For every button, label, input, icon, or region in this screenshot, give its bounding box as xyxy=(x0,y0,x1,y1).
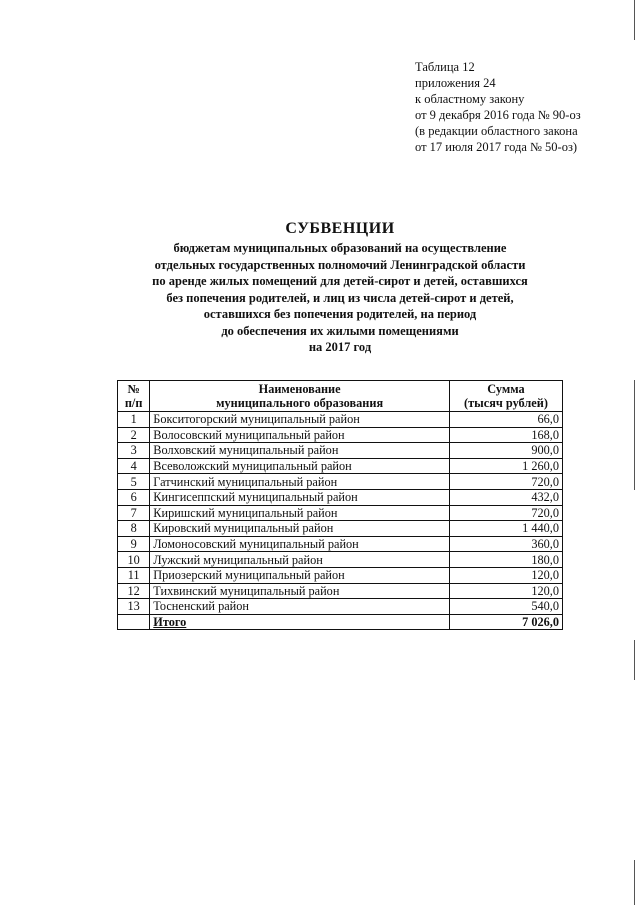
column-header-number-line2: п/п xyxy=(124,396,143,410)
subtitle-line: без попечения родителей, и лиц из числа детей-сирот и детей, xyxy=(166,290,514,305)
row-number: 2 xyxy=(118,427,150,443)
total-row xyxy=(118,614,563,630)
table-row xyxy=(118,458,563,474)
total-label: Итого xyxy=(150,614,450,630)
column-header-number xyxy=(118,381,150,412)
row-sum: 360,0 xyxy=(449,536,562,552)
row-sum: 180,0 xyxy=(449,552,562,568)
table-body xyxy=(118,412,563,630)
column-header-sum-line1: Сумма xyxy=(487,382,525,396)
row-name: Всеволожский муниципальный район xyxy=(150,458,450,474)
table-row xyxy=(118,427,563,443)
subtitle-line: по аренде жилых помещений для детей-сирот и детей, оставшихся xyxy=(152,274,528,288)
header-line: от 17 июля 2017 года № 50-оз) xyxy=(415,140,578,154)
row-name: Кировский муниципальный район xyxy=(150,521,450,537)
scan-edge-mark xyxy=(634,860,635,905)
subtitle-line: отдельных государственных полномочий Ленинградской области xyxy=(154,257,526,272)
row-sum: 1 260,0 xyxy=(449,458,562,474)
row-sum: 120,0 xyxy=(449,583,562,599)
header-line: (в редакции областного закона xyxy=(415,124,578,138)
table-row xyxy=(118,474,563,490)
column-header-sum-line2: (тысяч рублей) xyxy=(464,396,548,410)
row-name: Приозерский муниципальный район xyxy=(150,567,450,583)
row-number: 8 xyxy=(118,521,150,537)
total-sum: 7 026,0 xyxy=(449,614,562,630)
row-number: 9 xyxy=(118,536,150,552)
row-sum: 720,0 xyxy=(449,474,562,490)
row-number: 4 xyxy=(118,458,150,474)
row-sum: 120,0 xyxy=(449,567,562,583)
table-row xyxy=(118,567,563,583)
subsidies-table xyxy=(117,380,563,630)
row-sum: 66,0 xyxy=(449,412,562,428)
header-line: от 9 декабря 2016 года № 90-оз xyxy=(415,108,581,122)
table-row xyxy=(118,599,563,615)
table-row xyxy=(118,552,563,568)
scan-edge-mark xyxy=(634,0,635,40)
title-block xyxy=(0,219,640,356)
row-name: Ломоносовский муниципальный район xyxy=(150,536,450,552)
row-name: Тосненский район xyxy=(150,599,450,615)
row-name: Кингисеппский муниципальный район xyxy=(150,489,450,505)
scan-edge-mark xyxy=(634,640,635,680)
subtitle-line: до обеспечения их жилыми помещениями xyxy=(221,323,459,338)
row-sum: 720,0 xyxy=(449,505,562,521)
column-header-sum xyxy=(449,381,562,412)
column-header-name-line1: Наименование xyxy=(258,382,341,396)
row-number: 3 xyxy=(118,443,150,459)
row-name: Волосовский муниципальный район xyxy=(150,427,450,443)
table-row xyxy=(118,443,563,459)
document-header xyxy=(415,59,581,155)
table-header-row xyxy=(118,381,563,412)
table-row xyxy=(118,505,563,521)
row-name: Тихвинский муниципальный район xyxy=(150,583,450,599)
header-line: приложения 24 xyxy=(415,76,496,90)
row-number: 12 xyxy=(118,583,150,599)
row-number: 7 xyxy=(118,505,150,521)
row-number: 1 xyxy=(118,412,150,428)
total-number-cell xyxy=(118,614,150,630)
subtitle-line: на 2017 год xyxy=(308,340,372,354)
row-number: 10 xyxy=(118,552,150,568)
row-sum: 432,0 xyxy=(449,489,562,505)
row-name: Киришский муниципальный район xyxy=(150,505,450,521)
row-number: 13 xyxy=(118,599,150,615)
row-name: Волховский муниципальный район xyxy=(150,443,450,459)
table-row xyxy=(118,489,563,505)
column-header-number-line1: № xyxy=(127,382,140,396)
document-title: СУБВЕНЦИИ xyxy=(285,220,395,237)
scan-edge-mark xyxy=(634,380,635,490)
subtitle-line: оставшихся без попечения родителей, на период xyxy=(203,307,477,321)
subtitle-line: бюджетам муниципальных образований на осуществление xyxy=(173,241,507,255)
row-name: Бокситогорский муниципальный район xyxy=(150,412,450,428)
row-sum: 540,0 xyxy=(449,599,562,615)
row-sum: 900,0 xyxy=(449,443,562,459)
row-sum: 168,0 xyxy=(449,427,562,443)
row-number: 5 xyxy=(118,474,150,490)
row-number: 6 xyxy=(118,489,150,505)
header-line: к областному закону xyxy=(415,92,525,106)
table-row xyxy=(118,536,563,552)
table-row xyxy=(118,521,563,537)
row-number: 11 xyxy=(118,567,150,583)
table-row xyxy=(118,583,563,599)
column-header-name-line2: муниципального образования xyxy=(216,396,384,410)
header-line: Таблица 12 xyxy=(415,60,475,74)
row-name: Гатчинский муниципальный район xyxy=(150,474,450,490)
row-name: Лужский муниципальный район xyxy=(150,552,450,568)
row-sum: 1 440,0 xyxy=(449,521,562,537)
column-header-name xyxy=(150,381,450,412)
table-row xyxy=(118,412,563,428)
